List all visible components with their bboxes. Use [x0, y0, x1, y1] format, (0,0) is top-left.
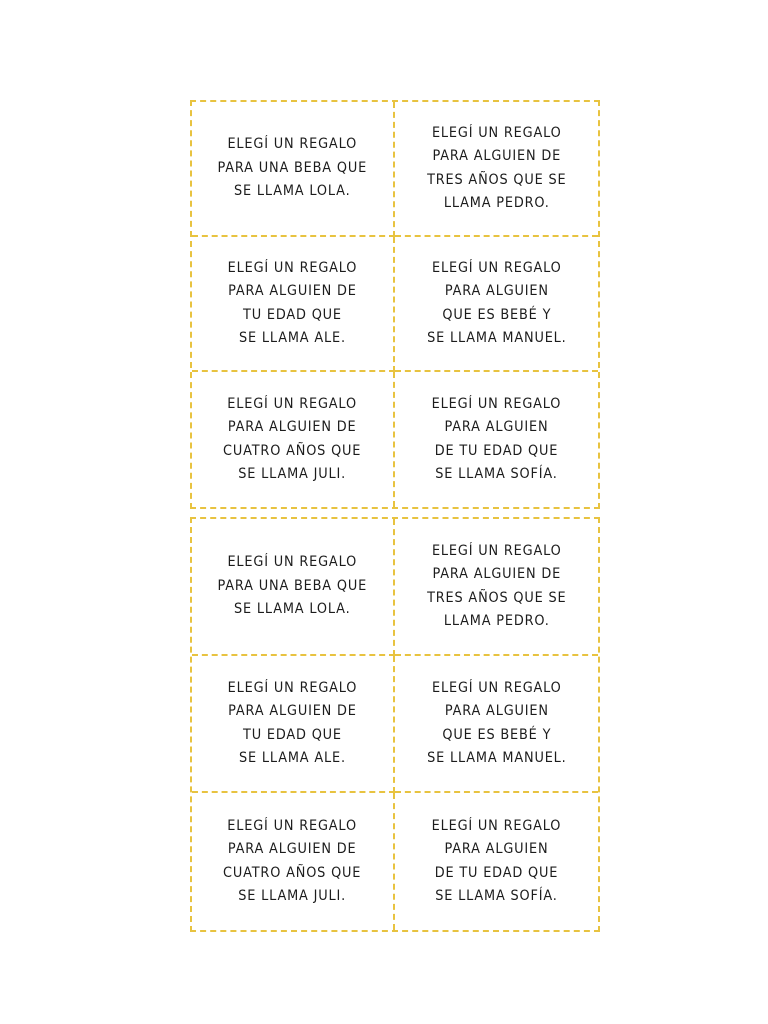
- card-text: ELEGÍ UN REGALO PARA ALGUIEN QUE ES BEBÉ Y SE LLAMA MANUEL.: [426, 259, 567, 346]
- gift-card: [192, 656, 395, 793]
- card-text: ELEGÍ UN REGALO PARA ALGUIEN DE TRES AÑOS QUE SE LLAMA PEDRO.: [426, 542, 567, 629]
- card-text: ELEGÍ UN REGALO PARA ALGUIEN DE TU EDAD QUE SE LLAMA SOFÍA.: [431, 817, 562, 904]
- card-sheet-bottom: [190, 517, 600, 932]
- card-text: ELEGÍ UN REGALO PARA ALGUIEN DE CUATRO AÑOS QUE SE LLAMA JULI.: [223, 395, 362, 482]
- card-sheet-top: [190, 100, 600, 509]
- card-grid: [190, 100, 600, 509]
- gift-card: [395, 793, 598, 930]
- card-text: ELEGÍ UN REGALO PARA ALGUIEN DE CUATRO AÑOS QUE SE LLAMA JULI.: [223, 817, 362, 904]
- gift-card: [395, 519, 598, 656]
- card-text: ELEGÍ UN REGALO PARA ALGUIEN DE TU EDAD QUE SE LLAMA SOFÍA.: [431, 395, 562, 482]
- card-text: ELEGÍ UN REGALO PARA UNA BEBA QUE SE LLAMA LOLA.: [217, 136, 368, 200]
- card-text: ELEGÍ UN REGALO PARA ALGUIEN DE TU EDAD QUE SE LLAMA ALE.: [227, 679, 358, 766]
- gift-card: [192, 372, 395, 507]
- card-grid: [190, 517, 600, 932]
- gift-card: [192, 793, 395, 930]
- gift-card: [395, 656, 598, 793]
- gift-card: [395, 102, 598, 237]
- gift-card: [192, 102, 395, 237]
- gift-card: [192, 519, 395, 656]
- gift-card: [395, 372, 598, 507]
- card-text: ELEGÍ UN REGALO PARA ALGUIEN DE TRES AÑOS QUE SE LLAMA PEDRO.: [426, 124, 567, 211]
- card-text: ELEGÍ UN REGALO PARA UNA BEBA QUE SE LLAMA LOLA.: [217, 554, 368, 618]
- card-text: ELEGÍ UN REGALO PARA ALGUIEN QUE ES BEBÉ Y SE LLAMA MANUEL.: [426, 679, 567, 766]
- gift-card: [192, 237, 395, 372]
- card-text: ELEGÍ UN REGALO PARA ALGUIEN DE TU EDAD QUE SE LLAMA ALE.: [227, 259, 358, 346]
- gift-card: [395, 237, 598, 372]
